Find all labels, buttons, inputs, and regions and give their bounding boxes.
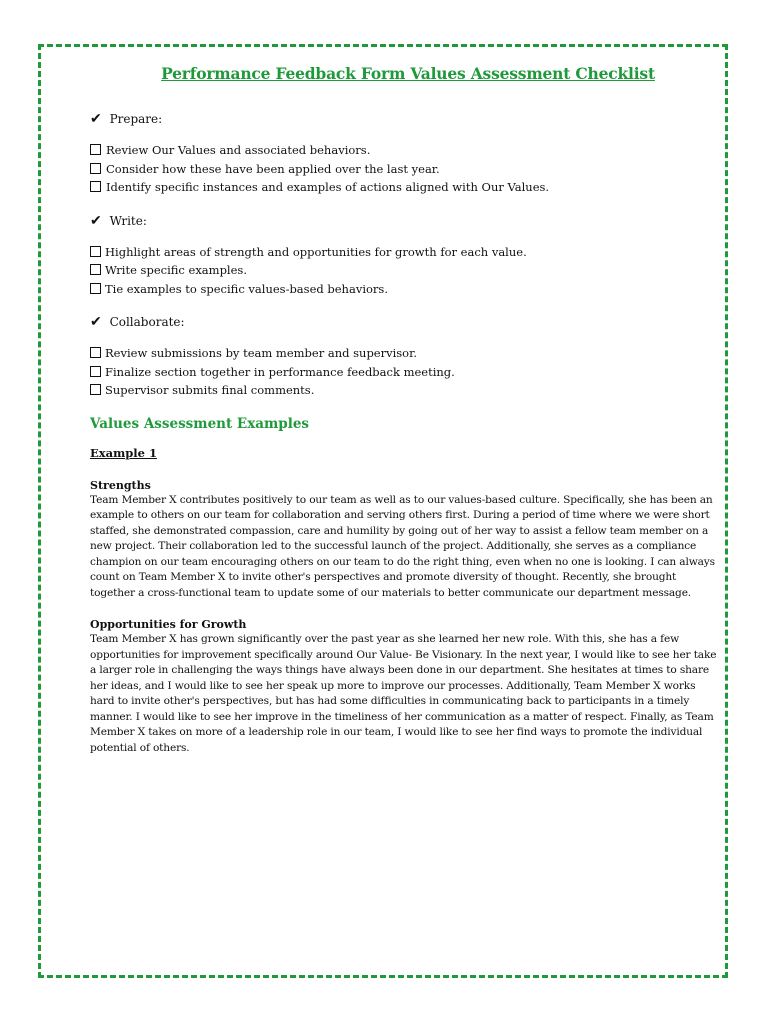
checkbox-icon bbox=[90, 163, 101, 174]
growth-heading: Opportunities for Growth bbox=[90, 618, 247, 631]
list-item-text: Identify specific instances and examples of actions aligned with Our Values. bbox=[106, 180, 550, 194]
prepare-list bbox=[90, 141, 726, 197]
growth-paragraph: Team Member X has grown significantly over the past year as she learned her new role. With this, she has a few opportunities for improvement specifically around Our Value- Be Visionary. In the next year, I would like to see her take a larger role in challenging the ways things have always been done in our department. She hesitates at times to share her ideas, and I would like to see her speak up more to improve our processes. Additionally, Team Member X works hard to invite other's perspectives, but has had some difficulties in communicating back to participants in a timely manner. I would like to see her improve in the timeliness of her communication as a matter of respect. Finally, as Team Member X takes on more of a leadership role in our team, I would like to see her find ways to promote the individual potential of others. bbox=[90, 633, 717, 754]
step-write bbox=[90, 213, 726, 229]
list-item-text: Review submissions by team member and supervisor. bbox=[105, 346, 417, 360]
write-list bbox=[90, 243, 726, 299]
checkbox-icon bbox=[90, 181, 101, 192]
checkmark-icon: ✔ bbox=[90, 212, 102, 229]
checkbox-icon bbox=[90, 264, 101, 275]
list-item-text: Supervisor submits final comments. bbox=[105, 383, 315, 397]
step-prepare-label: Prepare: bbox=[109, 112, 163, 126]
step-collaborate bbox=[90, 314, 726, 330]
list-item bbox=[90, 178, 726, 197]
strengths-paragraph: Team Member X contributes positively to our team as well as to our values-based culture. Specifically, she has been an example to others on our team for collaboration and serving others first. During a period of time where we were short staffed, she demonstrated compassion, care and humility by going out of her way to assist a fellow team member on a new project. Their collaboration led to the successful launch of the project. Additionally, she serves as a compliance champion on our team encouraging others on our team to do the right thing, even when no one is looking. I can always count on Team Member X to invite other's perspectives and promote diversity of thought. Recently, she brought together a cross-functional team to update some of our materials to better communicate our department message. bbox=[90, 493, 715, 599]
step-collaborate-label: Collaborate: bbox=[109, 315, 185, 329]
list-item-text: Tie examples to specific values-based behaviors. bbox=[105, 281, 388, 296]
checkmark-icon: ✔ bbox=[90, 111, 102, 127]
examples-section-title: Values Assessment Examples bbox=[90, 415, 310, 432]
list-item bbox=[90, 363, 726, 382]
strengths-heading: Strengths bbox=[90, 478, 151, 492]
list-item-text: Highlight areas of strength and opportunities for growth for each value. bbox=[105, 244, 527, 259]
step-write-label: Write: bbox=[109, 213, 147, 228]
checkmark-icon: ✔ bbox=[90, 314, 102, 330]
document-content bbox=[90, 64, 726, 772]
list-item bbox=[90, 381, 726, 400]
example-title: Example 1 bbox=[90, 445, 157, 460]
list-item bbox=[90, 280, 726, 299]
list-item bbox=[90, 344, 726, 363]
checkbox-icon bbox=[90, 384, 101, 395]
list-item-text: Write specific examples. bbox=[105, 263, 247, 277]
list-item bbox=[90, 141, 726, 160]
list-item-text: Review Our Values and associated behaviors. bbox=[106, 143, 371, 157]
checkbox-icon bbox=[90, 144, 101, 155]
list-item-text: Finalize section together in performance feedback meeting. bbox=[105, 364, 455, 379]
list-item bbox=[90, 160, 726, 179]
collaborate-list bbox=[90, 344, 726, 400]
checkbox-icon bbox=[90, 366, 101, 377]
list-item bbox=[90, 243, 726, 262]
document-title: Performance Feedback Form Values Assessment Checklist bbox=[161, 64, 655, 83]
checkbox-icon bbox=[90, 283, 101, 294]
list-item-text: Consider how these have been applied over the last year. bbox=[106, 161, 440, 176]
list-item bbox=[90, 261, 726, 280]
step-prepare bbox=[90, 111, 726, 127]
checkbox-icon bbox=[90, 347, 101, 358]
checkbox-icon bbox=[90, 246, 101, 257]
